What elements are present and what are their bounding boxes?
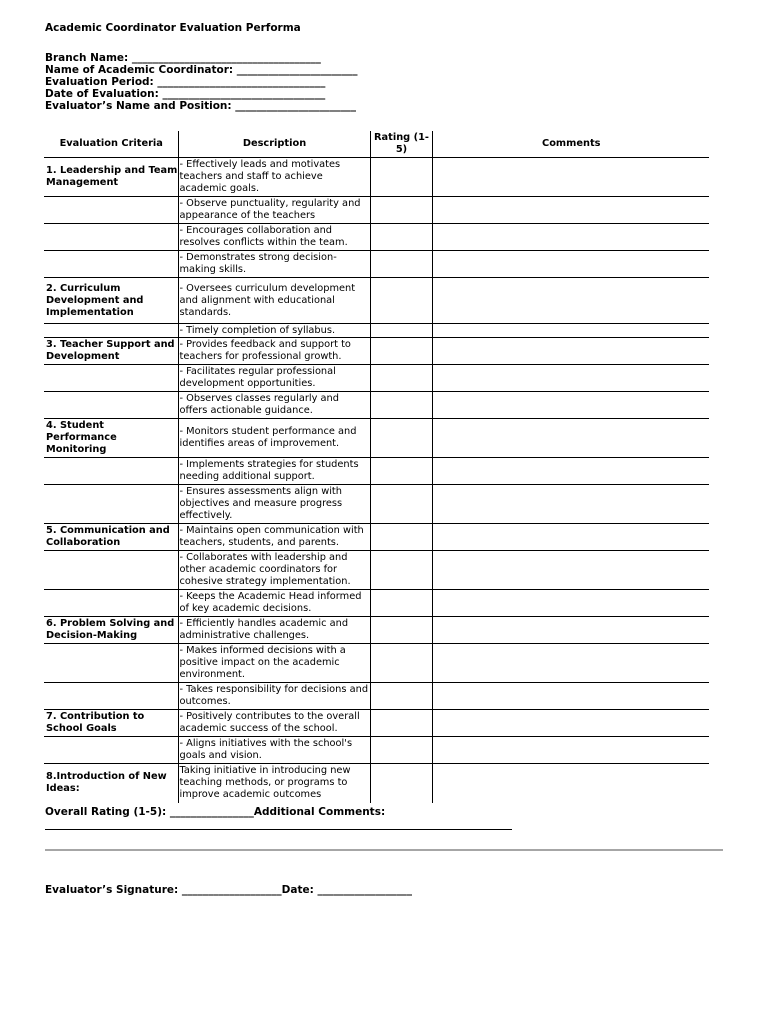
description-cell: - Makes informed decisions with a positive impact on the academic environment. [178, 644, 370, 683]
description-cell: Taking initiative in introducing new teaching methods, or programs to improve academic outcomes [178, 764, 370, 803]
comments-cell[interactable] [432, 458, 709, 485]
evaluator-name-field[interactable]: Evaluator’s Name and Position: _______________________ [45, 100, 357, 112]
table-row [44, 458, 709, 485]
rating-cell[interactable] [370, 764, 432, 803]
table-row [44, 485, 709, 524]
rating-cell[interactable] [370, 683, 432, 710]
overall-rating-line[interactable]: Overall Rating (1-5): ________________Additional Comments: [45, 806, 386, 818]
rating-cell[interactable] [370, 197, 432, 224]
rating-cell[interactable] [370, 419, 432, 458]
comments-blank-line[interactable] [45, 829, 512, 830]
rating-cell[interactable] [370, 458, 432, 485]
comments-cell[interactable] [432, 278, 709, 324]
comments-cell[interactable] [432, 524, 709, 551]
description-cell: - Provides feedback and support to teachers for professional growth. [178, 338, 370, 365]
criteria-cell [44, 683, 178, 710]
table-row [44, 338, 709, 365]
description-cell: - Demonstrates strong decision-making skills. [178, 251, 370, 278]
description-cell: - Implements strategies for students needing additional support. [178, 458, 370, 485]
form-title: Academic Coordinator Evaluation Performa [45, 22, 301, 34]
description-cell: - Observes classes regularly and offers actionable guidance. [178, 392, 370, 419]
branch-name-field[interactable]: Branch Name: ____________________________________ [45, 52, 321, 64]
criteria-cell: 8.Introduction of New Ideas: [46, 771, 167, 795]
rating-cell[interactable] [370, 590, 432, 617]
table-row [44, 224, 709, 251]
comments-cell[interactable] [432, 392, 709, 419]
rating-cell[interactable] [370, 644, 432, 683]
table-row [44, 324, 709, 338]
comments-cell[interactable] [432, 224, 709, 251]
description-cell: - Keeps the Academic Head informed of key academic decisions. [178, 590, 370, 617]
evaluation-period-field[interactable]: Evaluation Period: ________________________________ [45, 76, 326, 88]
table-row [44, 683, 709, 710]
rating-cell[interactable] [370, 324, 432, 338]
header-criteria: Evaluation Criteria [44, 131, 178, 158]
table-row [44, 590, 709, 617]
rating-cell[interactable] [370, 278, 432, 324]
section-divider [45, 849, 723, 851]
evaluation-date-field[interactable]: Date of Evaluation: _______________________________ [45, 88, 326, 100]
rating-cell[interactable] [370, 617, 432, 644]
criteria-cell: 1. Leadership and Team Management [44, 158, 178, 197]
comments-cell[interactable] [432, 644, 709, 683]
header-description: Description [178, 131, 370, 158]
rating-cell[interactable] [370, 710, 432, 737]
description-cell: - Ensures assessments align with objectives and measure progress effectively. [178, 485, 370, 524]
rating-cell[interactable] [370, 251, 432, 278]
description-cell: - Timely completion of syllabus. [178, 324, 370, 338]
table-row [44, 251, 709, 278]
table-row [44, 710, 709, 737]
criteria-cell [44, 224, 178, 251]
criteria-cell [44, 197, 178, 224]
table-row [44, 392, 709, 419]
criteria-cell [44, 485, 178, 524]
rating-cell[interactable] [370, 365, 432, 392]
table-row [44, 365, 709, 392]
criteria-cell: 4. Student Performance Monitoring [44, 419, 178, 458]
description-cell: - Aligns initiatives with the school's goals and vision. [178, 737, 370, 764]
rating-cell[interactable] [370, 392, 432, 419]
table-row [44, 524, 709, 551]
criteria-cell [44, 324, 178, 338]
comments-cell[interactable] [432, 764, 709, 803]
description-cell: - Efficiently handles academic and administrative challenges. [178, 617, 370, 644]
criteria-cell [44, 737, 178, 764]
comments-cell[interactable] [432, 158, 709, 197]
comments-cell[interactable] [432, 551, 709, 590]
table-row [44, 644, 709, 683]
description-cell: - Takes responsibility for decisions and outcomes. [178, 683, 370, 710]
table-row [44, 737, 709, 764]
comments-cell[interactable] [432, 365, 709, 392]
table-row [44, 764, 709, 803]
comments-cell[interactable] [432, 485, 709, 524]
form-fields [45, 52, 358, 112]
criteria-cell: 3. Teacher Support and Development [44, 338, 178, 365]
criteria-cell [44, 644, 178, 683]
criteria-cell [44, 551, 178, 590]
description-cell: - Monitors student performance and identifies areas of improvement. [178, 419, 370, 458]
description-cell: - Observe punctuality, regularity and appearance of the teachers [178, 197, 370, 224]
comments-cell[interactable] [432, 590, 709, 617]
header-comments: Comments [432, 131, 709, 158]
description-cell: - Positively contributes to the overall academic success of the school. [178, 710, 370, 737]
description-cell: - Encourages collaboration and resolves conflicts within the team. [178, 224, 370, 251]
rating-cell[interactable] [370, 485, 432, 524]
header-rating: Rating (1-5) [370, 131, 432, 158]
table-row [44, 617, 709, 644]
rating-cell[interactable] [370, 524, 432, 551]
comments-cell[interactable] [432, 737, 709, 764]
criteria-cell: 5. Communication and Collaboration [44, 524, 178, 551]
description-cell: - Facilitates regular professional development opportunities. [178, 365, 370, 392]
comments-cell[interactable] [432, 338, 709, 365]
criteria-cell: 2. Curriculum Development and Implementation [44, 278, 178, 324]
comments-cell[interactable] [432, 197, 709, 224]
table-header-row [44, 131, 709, 158]
evaluation-table [44, 131, 709, 803]
criteria-cell: 7. Contribution to School Goals [44, 710, 178, 737]
signature-line[interactable]: Evaluator’s Signature: ___________________Date: __________________ [45, 884, 412, 896]
rating-cell[interactable] [370, 224, 432, 251]
description-cell: - Oversees curriculum development and alignment with educational standards. [178, 278, 370, 324]
comments-cell[interactable] [432, 617, 709, 644]
criteria-cell [44, 365, 178, 392]
table-row [44, 551, 709, 590]
description-cell: - Collaborates with leadership and other academic coordinators for cohesive strategy implementation. [178, 551, 370, 590]
table-row [44, 419, 709, 458]
criteria-cell [44, 251, 178, 278]
rating-cell[interactable] [370, 551, 432, 590]
comments-cell[interactable] [432, 251, 709, 278]
criteria-cell [44, 392, 178, 419]
rating-cell[interactable] [370, 338, 432, 365]
criteria-cell [44, 458, 178, 485]
criteria-cell [44, 590, 178, 617]
rating-cell[interactable] [370, 737, 432, 764]
comments-cell[interactable] [432, 683, 709, 710]
table-row [44, 278, 709, 324]
description-cell: - Effectively leads and motivates teachers and staff to achieve academic goals. [178, 158, 370, 197]
table-row [44, 197, 709, 224]
table-row [44, 158, 709, 197]
comments-cell[interactable] [432, 419, 709, 458]
comments-cell[interactable] [432, 324, 709, 338]
description-cell: - Maintains open communication with teachers, students, and parents. [178, 524, 370, 551]
criteria-cell: 6. Problem Solving and Decision-Making [44, 617, 178, 644]
coordinator-name-field[interactable]: Name of Academic Coordinator: _______________________ [45, 64, 358, 76]
rating-cell[interactable] [370, 158, 432, 197]
comments-cell[interactable] [432, 710, 709, 737]
